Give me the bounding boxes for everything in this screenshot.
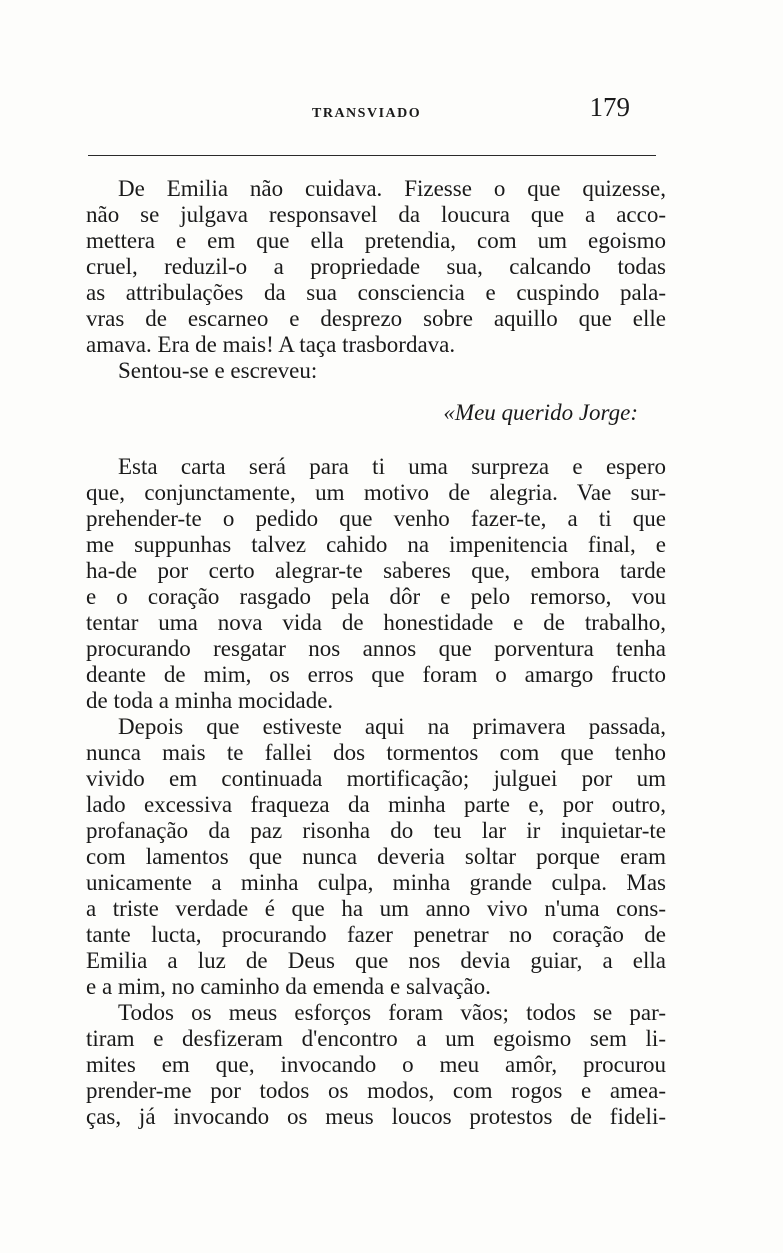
text-line: deante de mim, os erros que foram o amargo fructo [86,662,666,687]
text-line: cruel, reduzil-o a propriedade sua, calcando todas [86,254,666,279]
text-line: as attribulações da sua consciencia e cuspindo pala- [86,280,666,305]
header-rule [88,155,656,156]
text-line: lado excessiva fraqueza da minha parte e, por outro, [86,792,666,817]
text-line: tentar uma nova vida de honestidade e de trabalho, [86,610,666,635]
running-title: TRANSVIADO [312,106,422,121]
text-line: me suppunhas talvez cahido na impenitencia final, e [86,532,666,557]
text-line: Esta carta será para ti uma surpreza e espero [118,454,666,479]
text-line: Sentou-se e escreveu: [118,358,318,383]
text-line: nunca mais te fallei dos tormentos com que tenho [86,740,666,765]
text-line: e a mim, no caminho da emenda e salvação. [86,974,491,999]
page-number: 179 [589,92,630,122]
text-line: com lamentos que nunca deveria soltar porque eram [86,844,666,869]
text-line: prender-me por todos os modos, com rogos e amea- [86,1078,666,1103]
body-text [86,176,666,1130]
text-line: mettera e em que ella pretendia, com um egoismo [86,228,666,253]
text-line: ças, já invocando os meus loucos protestos de fideli- [86,1104,666,1129]
text-line: unicamente a minha culpa, minha grande culpa. Mas [86,870,666,895]
text-line: mites em que, invocando o meu amôr, procurou [86,1052,666,1077]
text-line: tante lucta, procurando fazer penetrar no coração de [86,922,666,947]
letter-salutation: «Meu querido Jorge: [443,400,638,425]
text-line: que, conjunctamente, um motivo de alegria. Vae sur- [86,480,666,505]
text-line: procurando resgatar nos annos que porventura tenha [86,636,666,661]
text-line: Depois que estiveste aqui na primavera passada, [118,714,666,739]
text-line: Todos os meus esforços foram vãos; todos se par- [118,1000,666,1025]
text-line: e o coração rasgado pela dôr e pelo remorso, vou [86,584,666,609]
text-line: profanação da paz risonha do teu lar ir inquietar-te [86,818,666,843]
text-line: a triste verdade é que ha um anno vivo n'uma cons- [86,896,666,921]
text-line: prehender-te o pedido que venho fazer-te, a ti que [86,506,666,531]
text-line: ha-de por certo alegrar-te saberes que, embora tarde [86,558,666,583]
text-line: tiram e desfizeram d'encontro a um egoismo sem li- [86,1026,666,1051]
text-line: Emilia a luz de Deus que nos devia guiar, a ella [86,948,666,973]
text-line: vivido em continuada mortificação; julguei por um [86,766,666,791]
text-line: De Emilia não cuidava. Fizesse o que quizesse, [118,176,666,201]
text-line: de toda a minha mocidade. [86,688,334,713]
text-line: não se julgava responsavel da loucura que a acco- [86,202,666,227]
running-head [88,92,656,132]
text-line: vras de escarneo e desprezo sobre aquillo que elle [86,306,666,331]
text-line: amava. Era de mais! A taça trasbordava. [86,332,456,357]
